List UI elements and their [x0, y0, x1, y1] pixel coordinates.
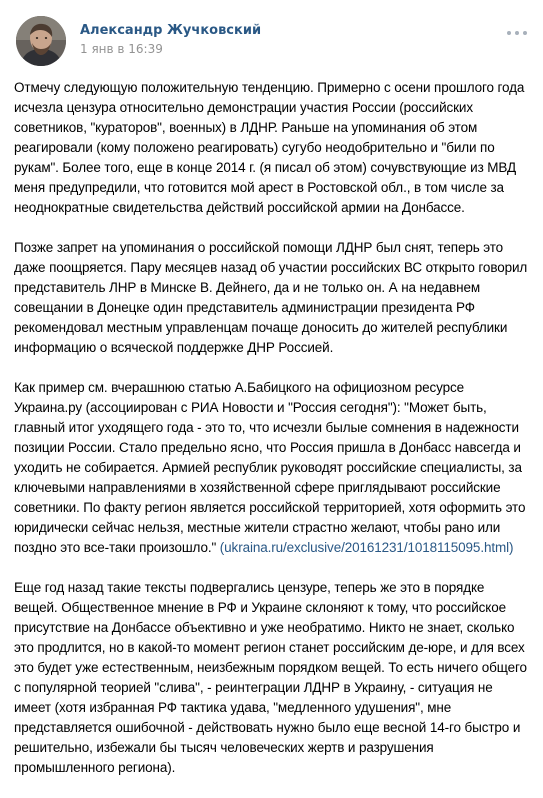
external-link[interactable]: (ukraina.ru/exclusive/20161231/1018115095.html): [219, 540, 514, 555]
more-dot: [515, 31, 519, 35]
post-date[interactable]: 1 янв в 16:39: [80, 42, 163, 56]
author-name[interactable]: Александр Жучковский: [80, 23, 262, 38]
post-paragraph-text: Как пример см. вчерашнюю статью А.Бабицкого на официозном ресурсе Украина.ру (ассоциирован с РИА Новости и "Россия сегодня"): "Может быть, главный итог уходящего года - это то, что исчезли былые сомнения в надежности позиции России. Стало предельно ясно, что Россия пришла в Донбасс навсегда и уходить не собирается. Армией республик руководят российские специалисты, за ключевыми направлениями в хозяйственной сфере приглядывают российские советники. По факту регион является российской территорией, хотя оформить это юридически сейчас нельзя, местные жители страстно желают, чтобы рано или поздно это все-таки произошло.": [14, 380, 526, 555]
post-text: [14, 78, 530, 798]
post-paragraph-text: Отмечу следующую положительную тенденцию. Примерно с осени прошлого года исчезла цензура относительно демонстрации участия России (российских советников, "кураторов", военных) в ЛДНР. Раньше на упоминания об этом реагировали (кому положено реагировать) сугубо неодобрительно и "били по рукам". Более того, еще в конце 2014 г. (я писал об этом) сочувствующие из МВД меня предупредили, что готовится мой арест в Ростовской обл., в том числе за неоднократные свидетельства действий российской армии на Донбассе.: [14, 80, 525, 215]
more-dot: [523, 31, 527, 35]
post-paragraph-4: [14, 578, 530, 778]
user-avatar: [16, 16, 66, 66]
author-avatar[interactable]: [16, 16, 66, 66]
more-dot: [507, 31, 511, 35]
post-header: [14, 14, 529, 70]
post-paragraph-2: [14, 238, 530, 358]
more-horizontal-icon[interactable]: [506, 26, 528, 40]
post-paragraph-text: Еще год назад такие тексты подвергались цензуре, теперь же это в порядке вещей. Общественное мнение в РФ и Украине склоняют к тому, что российское присутствие на Донбассе объективно и уже необратимо. Никто не знает, сколько это продлится, но в какой-то момент регион станет российским де-юре, и для всех это будет уже естественным, неизбежным порядком вещей. То есть ничего общего с популярной теорией "слива", - реинтеграции ЛДНР в Украину, - ситуация не имеет (хотя избранная РФ тактика удава, "медленного удушения", мне представляется ошибочной - действовать нужно было еще весной 14-го быстро и решительно, избежали бы тысяч человеческих жертв и разрушения промышленного региона).: [14, 580, 527, 775]
post-paragraph-1: [14, 78, 530, 218]
post-paragraph-text: Позже запрет на упоминания о российской помощи ЛДНР был снят, теперь это даже поощряется. Пару месяцев назад об участии российских ВС открыто говорил представитель ЛНР в Минске В. Дейнего, да и не только он. А на недавнем совещании в Донецке один представитель администрации президента РФ рекомендовал местным управленцам почаще доносить до жителей республики информацию о всяческой поддержке ДНР Россией.: [14, 240, 528, 355]
post-paragraph-3: [14, 378, 530, 558]
